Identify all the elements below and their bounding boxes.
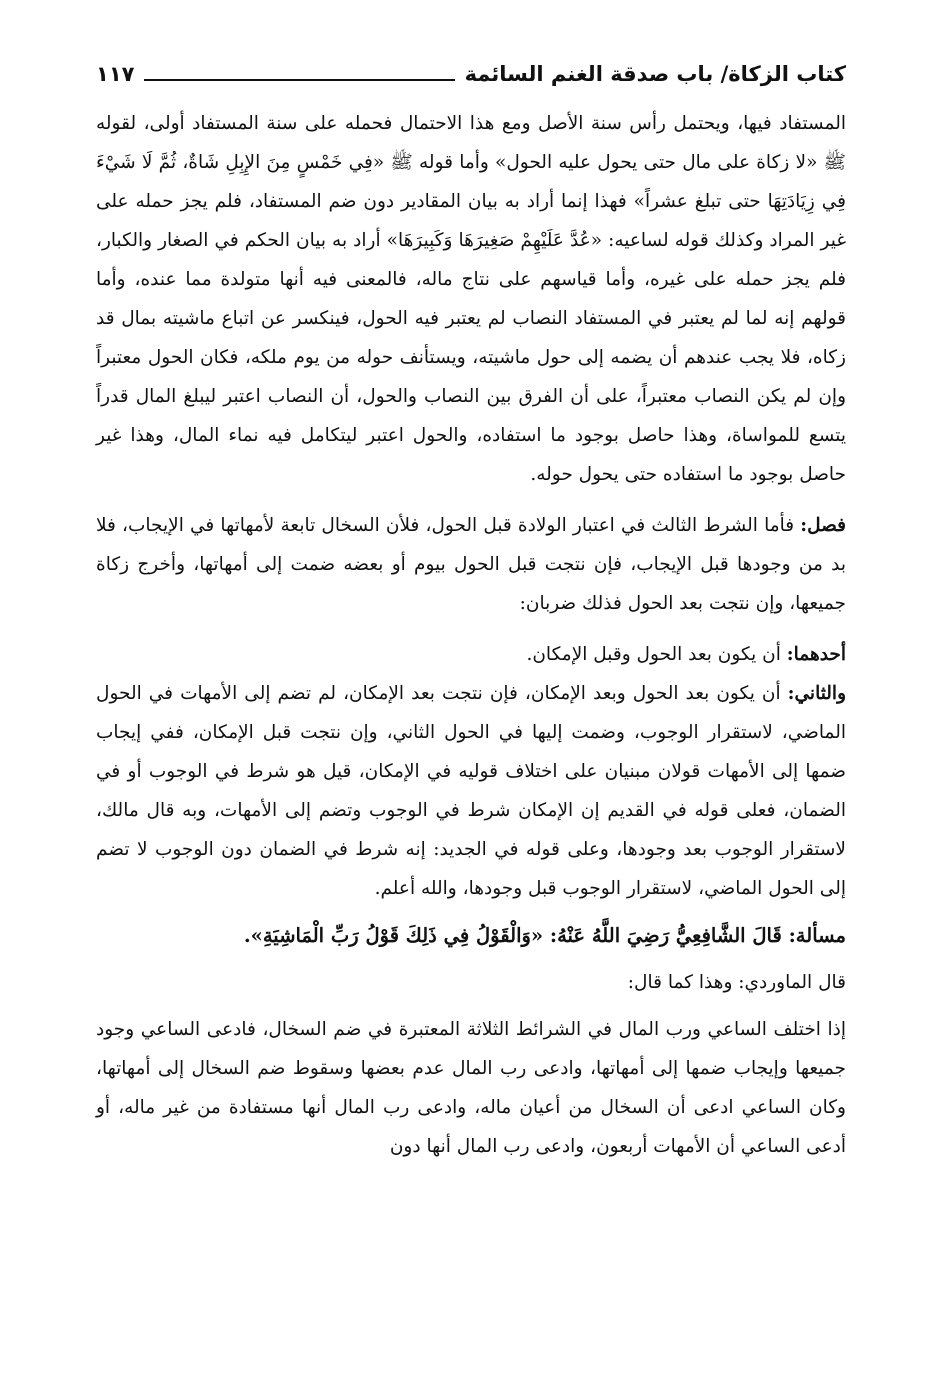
masala-text: «وَالْقَوْلُ فِي ذَلِكَ قَوْلُ رَبِّ الْمَاشِيَةِ». (243, 924, 550, 947)
paragraph-1: المستفاد فيها، ويحتمل رأس سنة الأصل ومع هذا الاحتمال فحمله على سنة المستفاد أولى، لقوله ﷺ «لا زكاة على مال حتى يحول عليه الحول» وأما قوله ﷺ «فِي خَمْسٍ مِنَ الإِبِلِ شَاةٌ، ثُمَّ لَا شَيْءَ فِي زِيَادَتِهَا حتى تبلغ عشراً» فهذا إنما أراد به بيان المقادير دون ضم المستفاد، فلم يجز حمله على غير المراد وكذلك قوله لساعيه: «عُدَّ عَلَيْهِمْ صَغِيرَهَا وَكَبِيرَهَا» أراد به بيان الحكم في الصغار والكبار، فلم يجز حمله على غيره، وأما قياسهم على نتاج ماله، فالمعنى فيه أنها متولدة مما عنده، وأما قولهم إنه لما لم يعتبر في المستفاد النصاب لم يعتبر فيه الحول، فينكسر عن اتباع ماشيته بمال قد زكاه، فلا يجب عندهم أن يضمه إلى حول ماشيته، ويستأنف حوله من يوم ملكه، فكان الحول معتبراً وإن لم يكن النصاب معتبراً، على أن الفرق بين النصاب والحول، أن النصاب اعتبر ليبلغ المال قدراً يتسع للمواساة، وهذا حاصل بوجود ما استفاده، والحول اعتبر ليتكامل فيه نماء المال، وهذا غير حاصل بوجود ما استفاده حتى يحول حوله. (96, 113, 846, 485)
first-case-text: أن يكون بعد الحول وقبل الإمكان. (526, 644, 787, 665)
running-title: كتاب الزكاة/ باب صدقة الغنم السائمة (464, 62, 846, 86)
second-case-text: أن يكون بعد الحول وبعد الإمكان، فإن نتجت بعد الإمكان، لم تضم إلى الأمهات في الحول الماضي، لاستقرار الوجوب، وضمت إليها في الحول الثاني، وإن نتجت قبل الإمكان، ففي إيجاب ضمها إلى الأمهات قولان مبنيان على اختلاف قوليه في الإمكان، قيل هو شرط في الوجوب أو في الضمان، فعلى قوله في القديم إن الإمكان شرط في الوجوب وتضم إلى الأمهات، وبه قال مالك، لاستقرار الوجوب بعد وجودها، وعلى قوله في الجديد: إنه شرط في الضمان دون الوجوب لا تضم إلى الحول الماضي، لاستقرار الوجوب قبل وجودها، والله أعلم. (96, 683, 846, 899)
paragraph-fasl (96, 506, 846, 623)
paragraph-final: إذا اختلف الساعي ورب المال في الشرائط الثلاثة المعتبرة في ضم السخال، فادعى الساعي وجود جميعها وإيجاب ضمها إلى أمهاتها، وادعى رب المال عدم بعضها وسقوط ضم السخال إلى أمهاتها، وكان الساعي ادعى أن السخال من أعيان ماله، وادعى رب المال أنها مستفادة من غير ماله، أو أدعى الساعي أن الأمهات أربعون، وادعى رب المال أنها دون (96, 1019, 846, 1157)
fasl-text: فأما الشرط الثالث في اعتبار الولادة قبل الحول، فلأن السخال تابعة لأمهاتها في الإيجاب، فلا بد من وجودها قبل الإيجاب، فإن نتجت قبل الحول بيوم أو بعضه ضمت إلى أمهاتها، وأخرج زكاة جميعها، وإن نتجت بعد الحول فذلك ضربان: (96, 515, 846, 614)
second-case-label: والثاني: (787, 683, 846, 704)
header-rule (144, 79, 454, 81)
running-header (96, 52, 846, 96)
first-case-label: أحدهما: (786, 644, 846, 665)
document-page (96, 52, 846, 1352)
fasl-label: فصل: (800, 515, 846, 536)
paragraph-second-case (96, 674, 846, 908)
paragraph-first-case (96, 635, 846, 674)
masala-label: مسألة: قَالَ الشَّافِعِيُّ رَضِيَ اللَّهُ عَنْهُ: (549, 924, 846, 947)
paragraph-masala (96, 916, 846, 955)
page-number: ١١٧ (96, 62, 135, 86)
paragraph-mawardi: قال الماوردي: وهذا كما قال: (627, 972, 846, 993)
